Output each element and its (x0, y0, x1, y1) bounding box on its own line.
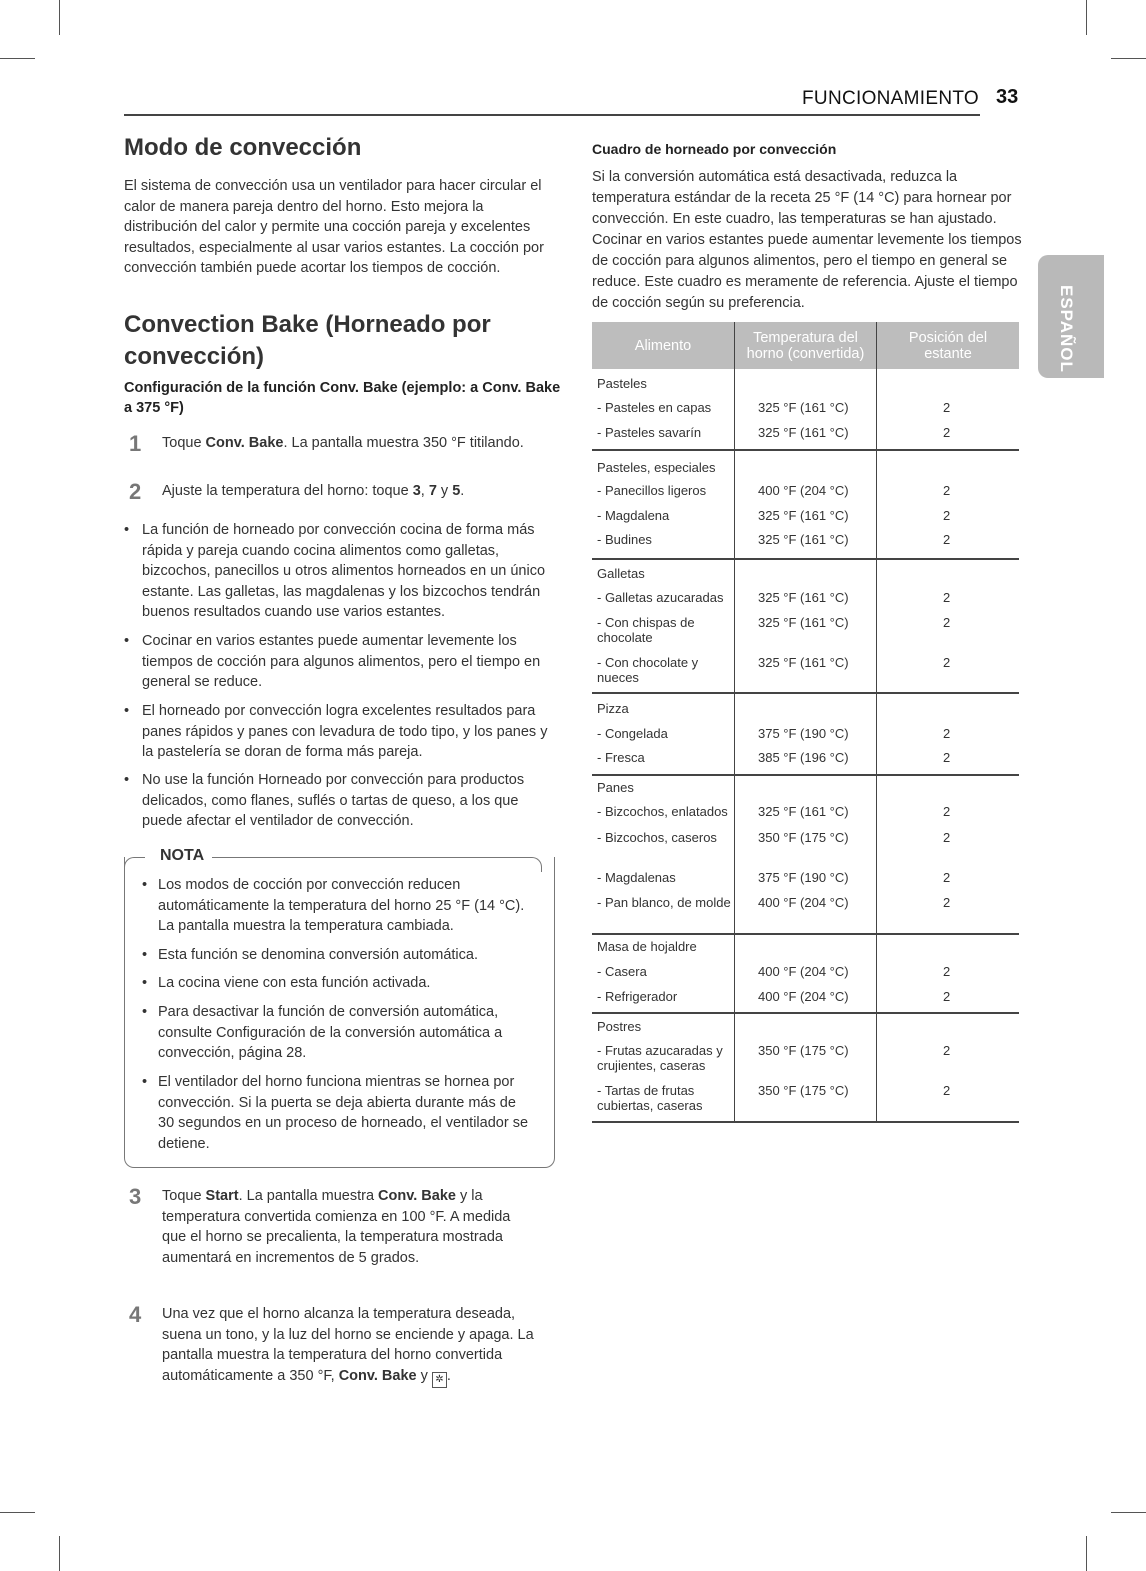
intro-paragraph: El sistema de convección usa un ventilador para hacer circular el calor de manera pareja dentro del horno. Esto mejora la distribución del calor y permite una cocción pareja y excelentes resultados, especialmente al usar varios estantes. La cocción por convección también puede acortar los tiempos de cocción. (124, 178, 544, 276)
table-cell-food: - Bizcochos, enlatados (597, 804, 728, 819)
table-group-rule (592, 1121, 1019, 1123)
chart-heading: Cuadro de horneado por convección (592, 141, 837, 157)
page-number: 33 (996, 86, 1019, 108)
table-cell-temp: 375 °F (190 °C) (758, 726, 849, 741)
table-cell-rack: 2 (943, 726, 951, 741)
table-cell-rack: 2 (943, 425, 951, 440)
table-group-rule (592, 1012, 1019, 1014)
table-cell-temp: 350 °F (175 °C) (758, 1043, 849, 1058)
table-group-label: Pizza (597, 701, 629, 716)
note-box-corner (212, 857, 542, 872)
table-cell-rack: 2 (943, 590, 951, 605)
crop-mark (0, 1512, 35, 1513)
table-cell-food: - Con chocolate y nueces (597, 655, 699, 685)
table-cell-temp: 385 °F (196 °C) (758, 750, 849, 765)
table-cell-rack: 2 (943, 804, 951, 819)
table-header-food: Alimento (634, 337, 692, 354)
header-rule (124, 114, 980, 116)
table-cell-food: - Magdalena (597, 508, 670, 523)
table-cell-food: - Frutas azucaradas y crujientes, caseras (597, 1043, 723, 1073)
table-cell-temp: 375 °F (190 °C) (758, 870, 849, 885)
crop-mark (0, 58, 35, 59)
step-text: Ajuste la temperatura del horno: toque 3, 7 y 5. (162, 483, 465, 499)
table-group-label: Masa de hojaldre (597, 939, 697, 954)
table-cell-temp: 350 °F (175 °C) (758, 830, 849, 845)
table-header-rack: Posición del estante (908, 329, 988, 362)
table-cell-rack: 2 (943, 483, 951, 498)
table-cell-rack: 2 (943, 1083, 951, 1098)
table-cell-temp: 400 °F (204 °C) (758, 964, 849, 979)
table-cell-food: - Bizcochos, caseros (597, 830, 717, 845)
step-text: Toque Start. La pantalla muestra Conv. Bake y la temperatura convertida comienza en 100 °F. A medida que el horno se precalienta, la temperatura mostrada aumentará en incrementos de 5 grados. (162, 1188, 511, 1266)
table-cell-rack: 2 (943, 870, 951, 885)
table-cell-food: - Tartas de frutas cubiertas, caseras (597, 1083, 703, 1113)
table-cell-food: - Budines (597, 532, 652, 547)
table-cell-temp: 325 °F (161 °C) (758, 590, 849, 605)
heading-convection-mode: Modo de convección (124, 134, 362, 161)
table-cell-food: - Galletas azucaradas (597, 590, 724, 605)
table-cell-food: - Refrigerador (597, 989, 678, 1004)
table-cell-food: - Casera (597, 964, 647, 979)
step-number: 1 (129, 431, 142, 456)
crop-mark (59, 0, 60, 35)
table-group-label: Panes (597, 780, 634, 795)
table-cell-temp: 325 °F (161 °C) (758, 804, 849, 819)
table-cell-food: - Con chispas de chocolate (597, 615, 695, 645)
note-label: NOTA (156, 847, 208, 865)
table-cell-temp: 325 °F (161 °C) (758, 508, 849, 523)
table-cell-rack: 2 (943, 964, 951, 979)
table-cell-temp: 400 °F (204 °C) (758, 989, 849, 1004)
table-group-rule (592, 449, 1019, 451)
table-cell-rack: 2 (943, 1043, 951, 1058)
table-cell-rack: 2 (943, 830, 951, 845)
step-number: 2 (129, 479, 142, 504)
table-cell-temp: 400 °F (204 °C) (758, 483, 849, 498)
language-tab (1038, 255, 1104, 378)
table-cell-food: - Pasteles savarín (597, 425, 702, 440)
table-group-label: Postres (597, 1019, 642, 1034)
table-cell-food: - Pasteles en capas (597, 400, 712, 415)
table-cell-temp: 400 °F (204 °C) (758, 895, 849, 910)
table-cell-rack: 2 (943, 750, 951, 765)
table-cell-rack: 2 (943, 989, 951, 1004)
step-text: Toque Conv. Bake. La pantalla muestra 350 °F titilando. (162, 435, 524, 451)
table-cell-rack: 2 (943, 508, 951, 523)
step-number: 3 (129, 1184, 142, 1209)
chart-intro: Si la conversión automática está desactivada, reduzca la temperatura estándar de la receta 25 °F (14 °C) para hornear por convección. En este cuadro, las temperaturas se han ajustado. Cocinar en varios estantes puede aumentar levemente los tiempos de cocción para algunos alimentos, pero el tiempo en general se reduce. Este cuadro es meramente de referencia. Ajuste el tiempo de cocción según su preferencia. (592, 169, 1022, 311)
table-cell-rack: 2 (943, 895, 951, 910)
crop-mark (1086, 0, 1087, 35)
table-group-rule (592, 692, 1019, 694)
section-title: FUNCIONAMIENTO (802, 88, 979, 109)
crop-mark (1111, 1512, 1146, 1513)
crop-mark (59, 1536, 60, 1571)
table-header-temp: Temperatura del horno (convertida) (746, 329, 865, 362)
table-cell-temp: 350 °F (175 °C) (758, 1083, 849, 1098)
step-text: Una vez que el horno alcanza la temperatura deseada, suena un tono, y la luz del horno se enciende y apaga. La pantalla muestra la temperatura del horno convertida automáticamente a 350 °F, Conv. Bake y ✲ . (162, 1304, 552, 1388)
baking-table (592, 322, 1019, 1123)
table-cell-rack: 2 (943, 655, 951, 670)
table-cell-temp: 325 °F (161 °C) (758, 655, 849, 670)
crop-mark (1111, 58, 1146, 59)
table-cell-food: - Congelada (597, 726, 668, 741)
table-cell-food: - Magdalenas (597, 870, 676, 885)
heading-convection-bake: Convection Bake (Horneado por convección) (124, 311, 491, 370)
table-group-rule (592, 933, 1019, 935)
table-cell-temp: 325 °F (161 °C) (758, 532, 849, 547)
table-cell-food: - Fresca (597, 750, 645, 765)
table-cell-rack: 2 (943, 615, 951, 630)
crop-mark (1086, 1536, 1087, 1571)
language-tab-label: ESPAÑOL (1057, 285, 1076, 373)
table-group-rule (592, 558, 1019, 560)
table-cell-rack: 2 (943, 532, 951, 547)
table-cell-food: - Panecillos ligeros (597, 483, 707, 498)
table-group-label: Galletas (597, 566, 645, 581)
table-cell-temp: 325 °F (161 °C) (758, 615, 849, 630)
table-cell-rack: 2 (943, 400, 951, 415)
table-group-label: Pasteles (597, 376, 647, 391)
table-cell-temp: 325 °F (161 °C) (758, 400, 849, 415)
table-cell-food: - Pan blanco, de molde (597, 895, 731, 910)
table-divider (876, 322, 877, 1123)
step-number: 4 (129, 1302, 142, 1327)
table-cell-temp: 325 °F (161 °C) (758, 425, 849, 440)
convection-icon: ✲ (432, 1372, 447, 1388)
table-group-rule (592, 774, 1019, 776)
table-group-label: Pasteles, especiales (597, 460, 716, 475)
setup-heading: Configuración de la función Conv. Bake (ejemplo: a Conv. Bake a 375 °F) (124, 380, 561, 416)
